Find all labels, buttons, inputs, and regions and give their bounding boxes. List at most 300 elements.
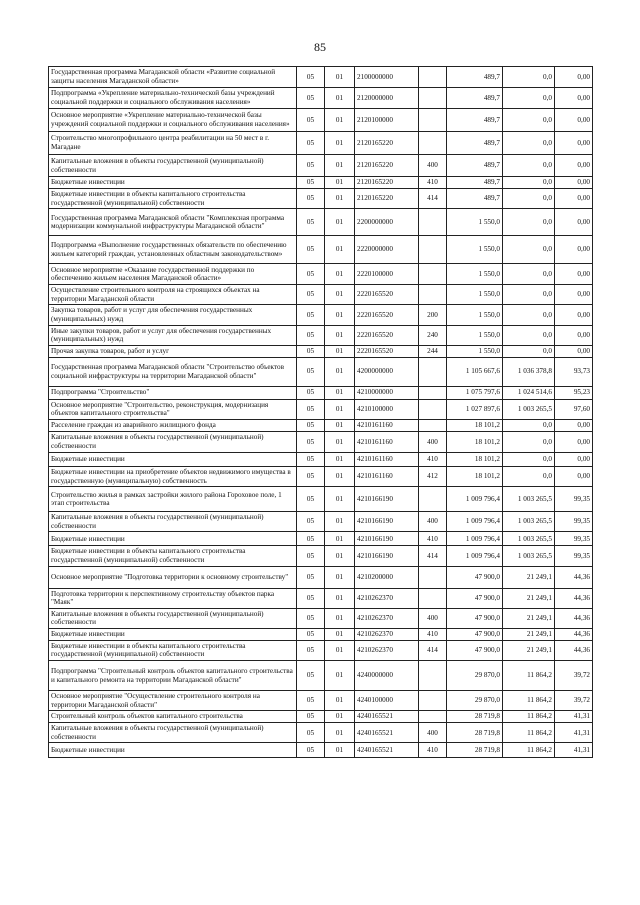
row-actual-cell: 0,0 [503,132,555,155]
table-row [49,386,593,399]
row-actual-cell: 1 003 265,5 [503,512,555,532]
row-section-cell: 05 [297,305,325,325]
row-name-cell: Бюджетные инвестиции в объекты капитального строительства государственной (муниципальной) собственности [49,189,297,209]
row-subsection-cell: 01 [325,177,355,189]
row-actual-cell: 0,0 [503,345,555,357]
row-expense-type-cell: 200 [419,305,447,325]
row-subsection-cell: 01 [325,431,355,452]
row-plan-cell: 489,7 [447,155,503,177]
row-expense-type-cell: 244 [419,345,447,357]
row-percent-cell: 44,36 [555,640,593,660]
row-expense-type-cell: 410 [419,628,447,640]
row-plan-cell: 1 027 897,6 [447,399,503,419]
row-name-cell: Бюджетные инвестиции [49,628,297,640]
row-target-article-cell: 2120100000 [355,109,419,132]
row-section-cell: 05 [297,691,325,711]
row-subsection-cell: 01 [325,305,355,325]
row-name-cell: Подпрограмма «Выполнение государственных обязательств по обеспечению жильем категорий граждан, установленных областным законодательством» [49,236,297,264]
row-expense-type-cell: 400 [419,512,447,532]
row-name-cell: Капитальные вложения в объекты государственной (муниципальной) собственности [49,723,297,743]
row-target-article-cell: 4200000000 [355,357,419,386]
row-section-cell: 05 [297,608,325,628]
row-target-article-cell: 2220165520 [355,325,419,345]
row-section-cell: 05 [297,386,325,399]
row-section-cell: 05 [297,723,325,743]
row-expense-type-cell [419,399,447,419]
row-name-cell: Строительный контроль объектов капитального строительства [49,711,297,723]
row-percent-cell: 0,00 [555,155,593,177]
row-plan-cell: 1 550,0 [447,285,503,305]
table-row [49,325,593,345]
table-row [49,236,593,264]
row-expense-type-cell: 400 [419,608,447,628]
row-subsection-cell: 01 [325,419,355,431]
row-subsection-cell: 01 [325,132,355,155]
page-number: 85 [314,40,326,54]
row-actual-cell: 21 249,1 [503,566,555,588]
table-row [49,132,593,155]
row-actual-cell: 1 003 265,5 [503,546,555,566]
table-row [49,109,593,132]
row-name-cell: Иные закупки товаров, работ и услуг для обеспечения государственных (муниципальных) нужд [49,325,297,345]
row-expense-type-cell [419,691,447,711]
row-percent-cell: 0,00 [555,264,593,285]
row-subsection-cell: 01 [325,487,355,512]
row-plan-cell: 1 105 667,6 [447,357,503,386]
row-target-article-cell: 4210161160 [355,419,419,431]
row-actual-cell: 0,0 [503,419,555,431]
row-actual-cell: 0,0 [503,189,555,209]
row-expense-type-cell: 400 [419,155,447,177]
row-section-cell: 05 [297,487,325,512]
row-percent-cell: 39,72 [555,661,593,691]
row-expense-type-cell: 400 [419,723,447,743]
row-actual-cell: 0,0 [503,452,555,466]
row-plan-cell: 47 900,0 [447,588,503,608]
row-section-cell: 05 [297,399,325,419]
row-plan-cell: 1 009 796,4 [447,532,503,546]
row-target-article-cell: 4210200000 [355,566,419,588]
row-actual-cell: 0,0 [503,285,555,305]
row-actual-cell: 1 003 265,5 [503,532,555,546]
row-actual-cell: 11 864,2 [503,691,555,711]
row-plan-cell: 28 719,8 [447,723,503,743]
row-subsection-cell: 01 [325,88,355,109]
row-subsection-cell: 01 [325,189,355,209]
row-target-article-cell: 4210161160 [355,431,419,452]
row-name-cell: Строительство многопрофильного центра реабилитации на 50 мест в г. Магадане [49,132,297,155]
row-expense-type-cell: 414 [419,189,447,209]
row-percent-cell: 0,00 [555,285,593,305]
row-expense-type-cell: 240 [419,325,447,345]
row-name-cell: Закупка товаров, работ и услуг для обеспечения государственных (муниципальных) нужд [49,305,297,325]
row-subsection-cell: 01 [325,264,355,285]
row-section-cell: 05 [297,325,325,345]
table-row [49,419,593,431]
row-target-article-cell: 2220000000 [355,236,419,264]
row-subsection-cell: 01 [325,711,355,723]
table-row [49,357,593,386]
row-percent-cell: 44,36 [555,588,593,608]
row-percent-cell: 0,00 [555,109,593,132]
row-percent-cell: 39,72 [555,691,593,711]
row-name-cell: Подпрограмма "Строительство" [49,386,297,399]
table-row [49,532,593,546]
row-actual-cell: 21 249,1 [503,588,555,608]
row-target-article-cell: 4240165521 [355,723,419,743]
row-percent-cell: 0,00 [555,67,593,88]
row-section-cell: 05 [297,546,325,566]
row-target-article-cell: 2120165220 [355,189,419,209]
row-section-cell: 05 [297,67,325,88]
row-expense-type-cell [419,419,447,431]
row-target-article-cell: 4210166190 [355,532,419,546]
row-actual-cell: 0,0 [503,236,555,264]
row-target-article-cell: 2120165220 [355,132,419,155]
row-expense-type-cell [419,209,447,236]
row-target-article-cell: 4210166190 [355,546,419,566]
row-plan-cell: 47 900,0 [447,566,503,588]
row-section-cell: 05 [297,345,325,357]
row-actual-cell: 11 864,2 [503,743,555,758]
row-section-cell: 05 [297,711,325,723]
row-subsection-cell: 01 [325,546,355,566]
row-percent-cell: 41,31 [555,723,593,743]
row-name-cell: Подготовка территории к перспективному строительству объектов парка "Маяк" [49,588,297,608]
row-subsection-cell: 01 [325,640,355,660]
row-plan-cell: 47 900,0 [447,608,503,628]
table-row [49,399,593,419]
table-row [49,67,593,88]
row-name-cell: Основное мероприятие «Укрепление материально-технической базы учреждений социальной поддержки и социального обслуживания населения» [49,109,297,132]
row-name-cell: Государственная программа Магаданской области "Комплексная программа модернизации коммунальной инфраструктуры Магаданской области" [49,209,297,236]
row-plan-cell: 18 101,2 [447,419,503,431]
row-actual-cell: 1 024 514,6 [503,386,555,399]
row-actual-cell: 0,0 [503,431,555,452]
row-section-cell: 05 [297,566,325,588]
row-actual-cell: 11 864,2 [503,711,555,723]
row-subsection-cell: 01 [325,67,355,88]
row-actual-cell: 0,0 [503,88,555,109]
row-subsection-cell: 01 [325,399,355,419]
row-name-cell: Основное мероприятие "Подготовка территории к основному строительству" [49,566,297,588]
row-percent-cell: 0,00 [555,88,593,109]
row-plan-cell: 47 900,0 [447,628,503,640]
table-row [49,155,593,177]
row-plan-cell: 28 719,8 [447,743,503,758]
row-target-article-cell: 2220165520 [355,345,419,357]
row-section-cell: 05 [297,209,325,236]
row-expense-type-cell [419,661,447,691]
row-subsection-cell: 01 [325,325,355,345]
row-section-cell: 05 [297,431,325,452]
row-name-cell: Осуществление строительного контроля на строящихся объектах на территории Магаданской области [49,285,297,305]
row-subsection-cell: 01 [325,285,355,305]
row-section-cell: 05 [297,88,325,109]
table-row [49,640,593,660]
row-plan-cell: 29 870,0 [447,661,503,691]
row-target-article-cell: 4240100000 [355,691,419,711]
row-percent-cell: 44,36 [555,628,593,640]
row-plan-cell: 18 101,2 [447,452,503,466]
row-section-cell: 05 [297,285,325,305]
row-plan-cell: 489,7 [447,189,503,209]
row-target-article-cell: 4210100000 [355,399,419,419]
row-plan-cell: 1 009 796,4 [447,546,503,566]
row-subsection-cell: 01 [325,386,355,399]
row-plan-cell: 489,7 [447,88,503,109]
row-subsection-cell: 01 [325,661,355,691]
row-percent-cell: 99,35 [555,532,593,546]
row-plan-cell: 18 101,2 [447,466,503,486]
row-actual-cell: 11 864,2 [503,661,555,691]
table-row [49,305,593,325]
row-percent-cell: 99,35 [555,546,593,566]
row-target-article-cell: 4210000000 [355,386,419,399]
row-target-article-cell: 4210262370 [355,608,419,628]
row-percent-cell: 95,23 [555,386,593,399]
row-percent-cell: 44,36 [555,566,593,588]
row-subsection-cell: 01 [325,532,355,546]
row-section-cell: 05 [297,628,325,640]
row-section-cell: 05 [297,189,325,209]
row-target-article-cell: 4210262370 [355,588,419,608]
row-section-cell: 05 [297,177,325,189]
row-expense-type-cell: 410 [419,532,447,546]
row-subsection-cell: 01 [325,566,355,588]
row-expense-type-cell [419,588,447,608]
row-section-cell: 05 [297,357,325,386]
row-percent-cell: 0,00 [555,132,593,155]
row-expense-type-cell [419,132,447,155]
row-subsection-cell: 01 [325,357,355,386]
table-row [49,743,593,758]
row-plan-cell: 1 550,0 [447,236,503,264]
table-row [49,608,593,628]
row-plan-cell: 1 550,0 [447,325,503,345]
row-actual-cell: 0,0 [503,67,555,88]
row-section-cell: 05 [297,661,325,691]
row-plan-cell: 489,7 [447,109,503,132]
row-actual-cell: 0,0 [503,109,555,132]
row-plan-cell: 29 870,0 [447,691,503,711]
budget-table [48,66,593,758]
row-actual-cell: 21 249,1 [503,640,555,660]
row-expense-type-cell [419,357,447,386]
row-plan-cell: 1 009 796,4 [447,487,503,512]
row-percent-cell: 0,00 [555,209,593,236]
row-subsection-cell: 01 [325,236,355,264]
row-name-cell: Расселение граждан из аварийного жилищного фонда [49,419,297,431]
row-actual-cell: 0,0 [503,466,555,486]
row-section-cell: 05 [297,640,325,660]
table-row [49,177,593,189]
row-name-cell: Строительство жилья в рамках застройки жилого района Гороховое поле, 1 этап строительства [49,487,297,512]
row-name-cell: Подпрограмма «Укрепление материально-технической базы учреждений социальной поддержки и социального обслуживания населения» [49,88,297,109]
table-row [49,723,593,743]
row-expense-type-cell: 414 [419,546,447,566]
row-section-cell: 05 [297,264,325,285]
row-actual-cell: 11 864,2 [503,723,555,743]
table-row [49,466,593,486]
row-target-article-cell: 4210166190 [355,512,419,532]
row-section-cell: 05 [297,452,325,466]
table-row [49,588,593,608]
table-row [49,711,593,723]
row-name-cell: Бюджетные инвестиции в объекты капитального строительства государственной (муниципальной) собственности [49,640,297,660]
row-plan-cell: 1 075 797,6 [447,386,503,399]
row-plan-cell: 489,7 [447,132,503,155]
row-section-cell: 05 [297,236,325,264]
row-percent-cell: 0,00 [555,431,593,452]
table-row [49,285,593,305]
row-name-cell: Бюджетные инвестиции в объекты капитального строительства государственной (муниципальной) собственности [49,546,297,566]
row-subsection-cell: 01 [325,691,355,711]
row-target-article-cell: 4210262370 [355,628,419,640]
row-actual-cell: 21 249,1 [503,628,555,640]
row-expense-type-cell: 400 [419,431,447,452]
row-section-cell: 05 [297,532,325,546]
row-target-article-cell: 4210166190 [355,487,419,512]
row-section-cell: 05 [297,466,325,486]
row-expense-type-cell: 410 [419,743,447,758]
row-target-article-cell: 4240165521 [355,711,419,723]
row-actual-cell: 0,0 [503,177,555,189]
row-expense-type-cell [419,109,447,132]
row-expense-type-cell [419,264,447,285]
row-name-cell: Капитальные вложения в объекты государственной (муниципальной) собственности [49,608,297,628]
row-percent-cell: 44,36 [555,608,593,628]
row-name-cell: Государственная программа Магаданской области «Развитие социальной защиты населения Магаданской области» [49,67,297,88]
row-name-cell: Капитальные вложения в объекты государственной (муниципальной) собственности [49,155,297,177]
row-expense-type-cell [419,711,447,723]
row-plan-cell: 1 550,0 [447,305,503,325]
row-plan-cell: 489,7 [447,177,503,189]
row-plan-cell: 28 719,8 [447,711,503,723]
row-percent-cell: 0,00 [555,419,593,431]
row-section-cell: 05 [297,512,325,532]
row-section-cell: 05 [297,132,325,155]
row-subsection-cell: 01 [325,512,355,532]
row-name-cell: Прочая закупка товаров, работ и услуг [49,345,297,357]
row-actual-cell: 1 003 265,5 [503,399,555,419]
row-expense-type-cell [419,285,447,305]
row-subsection-cell: 01 [325,723,355,743]
row-name-cell: Бюджетные инвестиции [49,177,297,189]
row-name-cell: Основное мероприятие "Строительство, реконструкция, модернизация объектов капитального строительства" [49,399,297,419]
table-row [49,452,593,466]
row-percent-cell: 0,00 [555,345,593,357]
table-row [49,189,593,209]
row-plan-cell: 47 900,0 [447,640,503,660]
row-name-cell: Бюджетные инвестиции [49,532,297,546]
row-actual-cell: 1 003 265,5 [503,487,555,512]
row-section-cell: 05 [297,155,325,177]
row-subsection-cell: 01 [325,109,355,132]
row-actual-cell: 0,0 [503,325,555,345]
row-subsection-cell: 01 [325,466,355,486]
row-plan-cell: 18 101,2 [447,431,503,452]
row-name-cell: Капитальные вложения в объекты государственной (муниципальной) собственности [49,512,297,532]
table-row [49,209,593,236]
table-row [49,546,593,566]
row-percent-cell: 0,00 [555,466,593,486]
row-actual-cell: 0,0 [503,264,555,285]
row-target-article-cell: 4210161160 [355,466,419,486]
row-subsection-cell: 01 [325,155,355,177]
row-expense-type-cell [419,487,447,512]
row-expense-type-cell: 414 [419,640,447,660]
row-actual-cell: 21 249,1 [503,608,555,628]
table-row [49,566,593,588]
row-name-cell: Подпрограмма "Строительный контроль объектов капитального строительства и капитального ремонта на территории Магаданской области" [49,661,297,691]
row-actual-cell: 0,0 [503,305,555,325]
row-expense-type-cell [419,88,447,109]
row-percent-cell: 93,73 [555,357,593,386]
row-name-cell: Бюджетные инвестиции [49,452,297,466]
row-section-cell: 05 [297,419,325,431]
row-target-article-cell: 2120165220 [355,177,419,189]
row-percent-cell: 0,00 [555,325,593,345]
row-percent-cell: 0,00 [555,305,593,325]
row-target-article-cell: 2220165520 [355,285,419,305]
row-expense-type-cell [419,566,447,588]
row-section-cell: 05 [297,109,325,132]
row-name-cell: Государственная программа Магаданской области "Строительство объектов социальной инфраструктуры на территории Магаданской области" [49,357,297,386]
row-plan-cell: 1 550,0 [447,264,503,285]
row-percent-cell: 99,35 [555,487,593,512]
row-percent-cell: 0,00 [555,452,593,466]
row-subsection-cell: 01 [325,628,355,640]
row-percent-cell: 99,35 [555,512,593,532]
row-name-cell: Бюджетные инвестиции [49,743,297,758]
row-subsection-cell: 01 [325,743,355,758]
row-actual-cell: 0,0 [503,155,555,177]
row-name-cell: Основное мероприятие «Оказание государственной поддержки по обеспечению жильем населения Магаданской области» [49,264,297,285]
row-percent-cell: 0,00 [555,236,593,264]
row-percent-cell: 41,31 [555,743,593,758]
row-percent-cell: 41,31 [555,711,593,723]
table-row [49,628,593,640]
row-target-article-cell: 2120165220 [355,155,419,177]
table-row [49,431,593,452]
row-section-cell: 05 [297,588,325,608]
row-target-article-cell: 4240165521 [355,743,419,758]
row-subsection-cell: 01 [325,209,355,236]
row-expense-type-cell: 410 [419,177,447,189]
row-plan-cell: 1 550,0 [447,345,503,357]
row-percent-cell: 0,00 [555,189,593,209]
row-target-article-cell: 2120000000 [355,88,419,109]
row-expense-type-cell: 412 [419,466,447,486]
table-row [49,691,593,711]
row-name-cell: Бюджетные инвестиции на приобретение объектов недвижимого имущества в государственную (муниципальную) собственность [49,466,297,486]
row-section-cell: 05 [297,743,325,758]
row-actual-cell: 1 036 378,8 [503,357,555,386]
row-target-article-cell: 4210262370 [355,640,419,660]
row-expense-type-cell [419,236,447,264]
table-row [49,345,593,357]
row-target-article-cell: 4210161160 [355,452,419,466]
row-subsection-cell: 01 [325,345,355,357]
row-expense-type-cell [419,386,447,399]
row-expense-type-cell [419,67,447,88]
row-name-cell: Основное мероприятие "Осуществление строительного контроля на территории Магаданской области" [49,691,297,711]
row-target-article-cell: 2220165520 [355,305,419,325]
row-target-article-cell: 2220100000 [355,264,419,285]
row-plan-cell: 1 550,0 [447,209,503,236]
table-row [49,264,593,285]
